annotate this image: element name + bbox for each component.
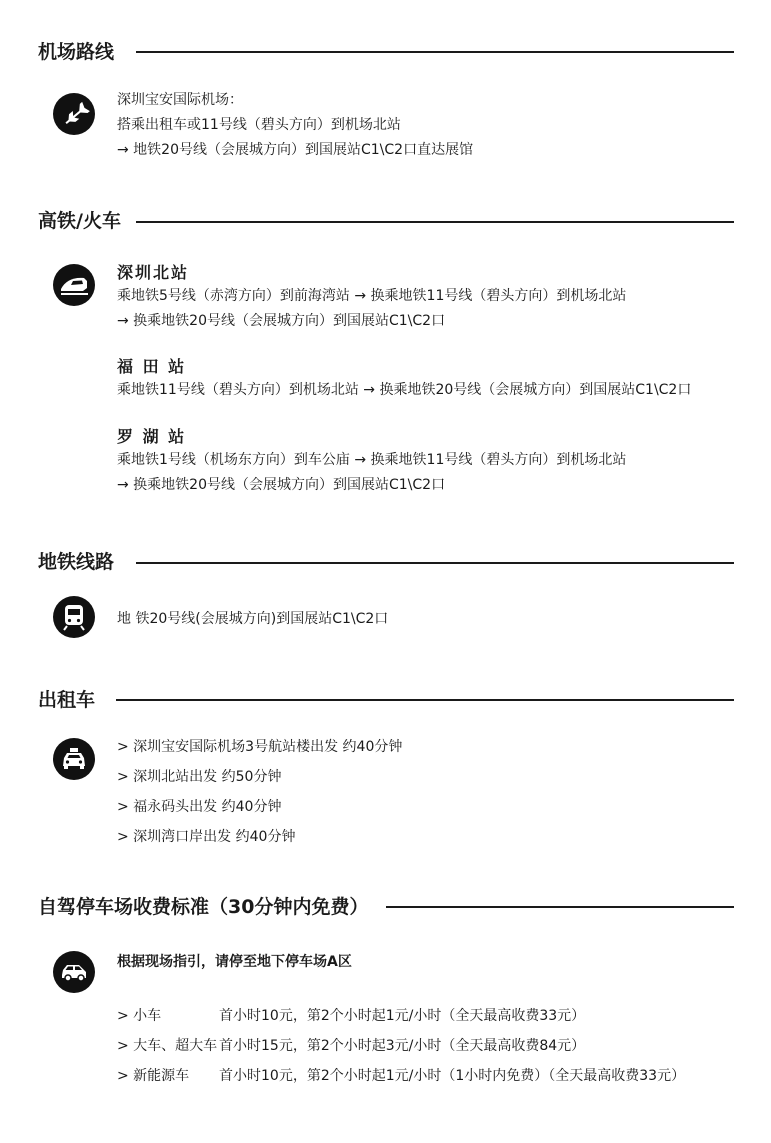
rail-heading: 高铁/火车: [38, 210, 121, 232]
metro-heading: 地铁线路: [38, 551, 115, 573]
list-item: > 深圳宝安国际机场3号航站楼出发 约40分钟: [117, 739, 403, 755]
metro-train-icon: [53, 596, 95, 638]
station-route: → 换乘地铁20号线（会展城方向）到国展站C1\C2口: [117, 313, 446, 329]
rail-station-luohu: [117, 426, 626, 498]
taxi-heading: 出租车: [38, 689, 96, 711]
taxi-icon: [53, 738, 95, 780]
car-icon: [53, 951, 95, 993]
station-name: 福 田 站: [117, 357, 187, 376]
vehicle-type: > 小车: [117, 1008, 162, 1024]
airport-line: → 地铁20号线（会展城方向）到国展站C1\C2口直达展馆: [117, 142, 474, 158]
rail-divider: [136, 221, 734, 223]
list-item: > 深圳湾口岸出发 约40分钟: [117, 829, 296, 845]
station-route: 乘地铁1号线（机场东方向）到车公庙 → 换乘地铁11号线（碧头方向）到机场北站: [117, 452, 627, 468]
high-speed-train-icon: [53, 264, 95, 306]
vehicle-type: > 新能源车: [117, 1068, 190, 1084]
table-row: [117, 1031, 685, 1061]
station-route: 乘地铁11号线（碧头方向）到机场北站 → 换乘地铁20号线（会展城方向）到国展站C1\C2口: [117, 382, 692, 398]
metro-divider: [136, 562, 734, 564]
table-row: [117, 1001, 685, 1031]
parking-divider: [386, 906, 734, 908]
airport-heading: 机场路线: [38, 41, 115, 63]
airport-line: 深圳宝安国际机场：: [117, 92, 243, 108]
fee-text: 首小时10元，第2个小时起1元/小时（1小时内免费）（全天最高收费33元）: [219, 1068, 686, 1084]
rail-station-futian: [117, 356, 691, 403]
airport-line: 搭乘出租车或11号线（碧头方向）到机场北站: [117, 117, 401, 133]
station-route: 乘地铁5号线（赤湾方向）到前海湾站 → 换乘地铁11号线（碧头方向）到机场北站: [117, 288, 627, 304]
airport-divider: [136, 51, 734, 53]
parking-note: 根据现场指引，请停至地下停车场A区: [117, 954, 352, 970]
fee-text: 首小时15元，第2个小时起3元/小时（全天最高收费84元）: [219, 1038, 586, 1054]
station-name: 罗 湖 站: [117, 427, 187, 446]
taxi-divider: [116, 699, 734, 701]
list-item: > 深圳北站出发 约50分钟: [117, 769, 282, 785]
station-name: 深圳北站: [117, 263, 190, 282]
airplane-icon: [53, 93, 95, 135]
rail-station-shenzhen-north: [117, 262, 626, 334]
parking-heading: 自驾停车场收费标准（30分钟内免费）: [38, 896, 369, 918]
list-item: > 福永码头出发 约40分钟: [117, 799, 282, 815]
parking-fee-table: [117, 1001, 685, 1091]
vehicle-type: > 大车、超大车: [117, 1038, 218, 1054]
table-row: [117, 1061, 685, 1091]
fee-text: 首小时10元，第2个小时起1元/小时（全天最高收费33元）: [219, 1008, 586, 1024]
airport-route: [117, 88, 473, 163]
metro-route: 地 铁20号线(会展城方向)到国展站C1\C2口: [117, 611, 389, 627]
station-route: → 换乘地铁20号线（会展城方向）到国展站C1\C2口: [117, 477, 446, 493]
taxi-list: [117, 732, 402, 852]
